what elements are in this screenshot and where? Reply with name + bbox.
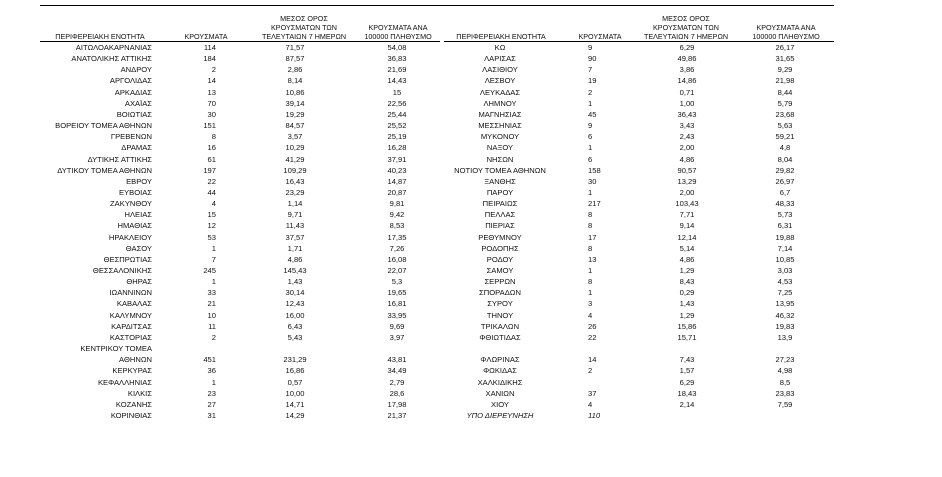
right-row-region: ΣΥΡΟΥ	[487, 299, 513, 309]
right-row-avg7: 2,00	[679, 143, 695, 153]
left-row-cases: 451	[203, 355, 216, 365]
left-row-cases	[180, 344, 216, 353]
left-row-avg7	[270, 344, 320, 353]
right-row-region: ΡΟΔΟΠΗΣ	[481, 243, 519, 253]
left-row-cases: 12	[207, 221, 216, 231]
right-row-per100k: 26,17	[775, 43, 795, 52]
left-row-avg7: 23,29	[285, 187, 305, 197]
left-row-region: ΑΧΑΪΑΣ	[124, 98, 152, 108]
left-row-cases: 13	[207, 87, 216, 97]
left-row-cases: 8	[211, 132, 216, 142]
left-row-per100k: 40,23	[387, 165, 407, 175]
left-row-per100k: 21,69	[387, 65, 407, 75]
left-row-cases: 7	[211, 254, 216, 264]
left-row-cases: 44	[207, 187, 216, 197]
right-row-region: ΡΕΘΥΜΝΟΥ	[478, 232, 522, 242]
right-row-per100k: 7,59	[777, 399, 793, 409]
left-row-cases: 245	[203, 266, 216, 275]
right-row-avg7: 1,43	[679, 299, 695, 309]
right-row-cases: 7	[588, 65, 593, 75]
right-row-region: ΝΗΣΩΝ	[486, 154, 514, 164]
left-row-per100k: 14,43	[387, 76, 407, 86]
left-row-avg7: 1,43	[287, 277, 303, 287]
left-row-cases: 23	[207, 388, 216, 398]
left-row-region: ΚΕΡΚΥΡΑΣ	[112, 366, 152, 376]
right-row-avg7: 3,86	[679, 65, 695, 75]
right-row-cases: 17	[588, 232, 597, 242]
right-row-cases: 158	[588, 165, 601, 175]
right-row-cases: 6	[588, 154, 593, 164]
left-row-avg7: 84,57	[285, 121, 305, 131]
right-row-per100k: 26,97	[775, 176, 795, 186]
left-row-region: ΔΥΤΙΚΗΣ ΑΤΤΙΚΗΣ	[87, 154, 152, 164]
left-row-region: ΒΟΙΩΤΙΑΣ	[116, 109, 152, 119]
right-row-avg7: 5,14	[679, 243, 695, 253]
right-row-per100k: 13,9	[777, 332, 793, 342]
left-row-cases: 30	[207, 109, 216, 119]
right-row-avg7: 1,29	[679, 310, 695, 320]
left-row-per100k: 5,3	[391, 277, 403, 287]
header-rule-right	[444, 41, 834, 42]
right-row-per100k: 13,95	[775, 299, 795, 309]
right-row-per100k: 4,98	[777, 366, 793, 376]
right-row-cases: 1	[588, 143, 593, 153]
left-row-region: ΔΥΤΙΚΟΥ ΤΟΜΕΑ ΑΘΗΝΩΝ	[57, 165, 152, 175]
left-row-cases: 151	[203, 121, 216, 131]
left-row-per100k: 7,26	[389, 243, 405, 253]
left-row-region: ΑΙΤΩΛΟΑΚΑΡΝΑΝΙΑΣ	[75, 43, 152, 52]
right-row-region: ΛΗΜΝΟΥ	[483, 98, 517, 108]
header-avg7-right: ΜΕΣΟΣ ΟΡΟΣ ΚΡΟΥΣΜΑΤΩΝ ΤΩΝ ΤΕΛΕΥΤΑΙΩΝ 7 ΗΜΕΡΩΝ	[643, 14, 729, 41]
right-row-cases: 4	[588, 310, 593, 320]
right-row-avg7: 49,86	[677, 54, 697, 64]
right-row-cases: 37	[588, 388, 597, 398]
right-row-region: ΠΑΡΟΥ	[486, 187, 514, 197]
left-row-per100k: 9,42	[389, 210, 405, 220]
right-row-avg7: 6,29	[679, 43, 695, 52]
right-row-cases: 8	[588, 210, 593, 220]
left-row-avg7: 4,86	[287, 254, 303, 264]
left-row-per100k: 34,49	[387, 366, 407, 376]
left-row-per100k: 3,97	[389, 332, 405, 342]
left-row-avg7: 11,43	[285, 221, 305, 231]
left-row-avg7: 14,29	[285, 410, 305, 420]
left-row-per100k: 25,52	[387, 121, 407, 131]
left-row-avg7: 16,86	[285, 366, 305, 376]
right-row-cases: 9	[588, 121, 593, 131]
left-row-cases: 114	[203, 43, 216, 52]
left-row-per100k: 2,79	[389, 377, 405, 387]
right-row-avg7: 0,71	[679, 87, 695, 97]
left-row-avg7: 39,14	[285, 98, 305, 108]
left-row-avg7: 1,14	[287, 199, 303, 209]
right-row-cases	[588, 344, 624, 353]
left-row-region: ΚΟΖΑΝΗΣ	[115, 399, 152, 409]
right-row-region: ΜΥΚΟΝΟΥ	[480, 132, 520, 142]
right-row-region: ΠΕΙΡΑΙΩΣ	[482, 199, 518, 209]
right-row-per100k: 19,83	[775, 321, 795, 331]
left-row-avg7: 8,14	[287, 76, 303, 86]
left-row-cases: 21	[207, 299, 216, 309]
left-row-avg7: 87,57	[285, 54, 305, 64]
right-row-per100k: 59,21	[775, 132, 795, 142]
left-row-avg7: 37,57	[285, 232, 305, 242]
right-row-per100k: 8,5	[779, 377, 791, 387]
right-row-cases: 90	[588, 54, 597, 64]
left-row-cases: 14	[207, 76, 216, 86]
right-row-avg7: 9,14	[679, 221, 695, 231]
right-row-region: ΣΕΡΡΩΝ	[484, 277, 516, 287]
right-row-region: ΞΑΝΘΗΣ	[484, 176, 516, 186]
left-row-avg7: 145,43	[283, 266, 307, 275]
right-row-avg7: 6,29	[679, 377, 695, 387]
right-row-per100k: 7,25	[777, 288, 793, 298]
left-row-region: ΘΕΣΣΑΛΟΝΙΚΗΣ	[92, 266, 152, 275]
right-row-avg7: 12,14	[677, 232, 697, 242]
left-row-avg7: 231,29	[283, 355, 307, 365]
right-row-region: ΛΕΥΚΑΔΑΣ	[479, 87, 521, 97]
left-row-per100k: 14,87	[387, 176, 407, 186]
right-row-per100k: 31,65	[775, 54, 795, 64]
left-row-per100k	[372, 344, 422, 353]
left-row-per100k: 36,83	[387, 54, 407, 64]
header-avg7-left: ΜΕΣΟΣ ΟΡΟΣ ΚΡΟΥΣΜΑΤΩΝ ΤΩΝ ΤΕΛΕΥΤΑΙΩΝ 7 ΗΜΕΡΩΝ	[261, 14, 347, 41]
left-row-region: ΚΙΛΚΙΣ	[127, 388, 152, 398]
left-row-per100k: 17,35	[387, 232, 407, 242]
left-row-region: ΖΑΚΥΝΘΟΥ	[110, 199, 152, 209]
left-row-per100k: 20,87	[387, 187, 407, 197]
left-row-region: ΚΕΝΤΡΙΚΟΥ ΤΟΜΕΑ	[80, 344, 152, 354]
right-row-cases: 8	[588, 277, 593, 287]
right-row-cases: 1	[588, 187, 593, 197]
left-row-cases: 1	[211, 243, 216, 253]
right-row-avg7: 15,71	[677, 332, 697, 342]
right-row-cases: 110	[588, 410, 601, 420]
right-row-cases	[588, 378, 624, 387]
left-row-region: ΔΡΑΜΑΣ	[121, 143, 152, 153]
right-row-per100k: 27,23	[775, 355, 795, 365]
right-row-cases: 22	[588, 332, 597, 342]
right-row-cases: 1	[588, 98, 593, 108]
right-row-avg7: 8,43	[679, 277, 695, 287]
left-row-cases: 27	[207, 399, 216, 409]
left-row-region: ΘΑΣΟΥ	[125, 243, 152, 253]
left-row-per100k: 19,65	[387, 288, 407, 298]
left-row-cases: 11	[208, 321, 216, 331]
left-row-avg7: 16,00	[285, 310, 305, 320]
left-row-region: ΓΡΕΒΕΝΩΝ	[110, 132, 152, 142]
left-row-per100k: 28,6	[389, 388, 405, 398]
right-row-cases: 45	[588, 109, 597, 119]
right-row-region: ΝΑΞΟΥ	[486, 143, 514, 153]
right-row-per100k: 9,29	[777, 65, 793, 75]
right-row-region: ΠΙΕΡΙΑΣ	[485, 221, 515, 231]
right-row-per100k: 6,7	[779, 187, 791, 197]
left-row-cases: 33	[207, 288, 216, 298]
left-row-cases: 2	[211, 332, 216, 342]
left-row-avg7: 14,71	[285, 399, 305, 409]
right-row-avg7: 1,29	[679, 266, 695, 275]
right-row-avg7: 1,57	[679, 366, 695, 376]
right-row-avg7: 7,43	[679, 355, 695, 365]
right-row-avg7: 18,43	[677, 388, 697, 398]
header-rule-left	[40, 41, 440, 42]
left-row-avg7: 6,43	[287, 321, 303, 331]
left-row-avg7: 19,29	[285, 109, 305, 119]
left-row-region: ΚΑΡΔΙΤΣΑΣ	[111, 321, 152, 331]
left-row-avg7: 16,43	[285, 176, 305, 186]
left-row-region: ΙΩΑΝΝΙΝΩΝ	[109, 288, 152, 298]
left-row-per100k: 16,08	[387, 254, 407, 264]
right-row-avg7	[662, 344, 712, 353]
left-row-avg7: 109,29	[283, 165, 307, 175]
right-row-avg7: 1,00	[679, 98, 695, 108]
right-row-cases: 3	[588, 299, 593, 309]
left-row-avg7: 10,86	[285, 87, 305, 97]
left-row-per100k: 17,98	[387, 399, 407, 409]
left-row-cases: 1	[211, 277, 216, 287]
right-row-avg7	[662, 411, 712, 420]
left-row-per100k: 8,53	[389, 221, 405, 231]
header-per100k-right: ΚΡΟΥΣΜΑΤΑ ΑΝΑ 100000 ΠΛΗΘΥΣΜΟ	[752, 23, 820, 41]
right-row-cases: 30	[588, 176, 597, 186]
left-row-cases: 10	[207, 310, 216, 320]
left-row-cases: 4	[211, 199, 216, 209]
left-row-avg7: 10,00	[285, 388, 305, 398]
left-row-region: ΘΗΡΑΣ	[126, 277, 152, 287]
left-row-cases: 184	[203, 54, 216, 64]
right-row-per100k: 5,73	[777, 210, 793, 220]
right-row-per100k: 46,32	[775, 310, 795, 320]
left-row-per100k: 21,37	[387, 410, 407, 420]
left-row-per100k: 33,95	[387, 310, 407, 320]
left-row-region: ΒΟΡΕΙΟΥ ΤΟΜΕΑ ΑΘΗΝΩΝ	[55, 121, 152, 131]
left-row-cases: 2	[211, 65, 216, 75]
right-row-cases: 26	[588, 321, 597, 331]
right-row-avg7: 13,29	[677, 176, 697, 186]
header-cases-right: ΚΡΟΥΣΜΑΤΑ	[578, 32, 622, 41]
left-row-per100k: 37,91	[387, 154, 407, 164]
right-row-avg7: 15,86	[677, 321, 697, 331]
left-row-cases: 70	[207, 98, 216, 108]
left-row-per100k: 25,44	[387, 109, 407, 119]
left-row-per100k: 43,81	[387, 355, 407, 365]
right-row-cases: 8	[588, 243, 593, 253]
left-row-avg7: 12,43	[285, 299, 305, 309]
left-row-cases: 197	[203, 165, 216, 175]
right-row-avg7: 2,43	[679, 132, 695, 142]
right-row-cases: 1	[588, 288, 593, 298]
left-row-avg7: 5,43	[287, 332, 303, 342]
left-row-cases: 36	[207, 366, 216, 376]
right-row-per100k: 29,82	[775, 165, 795, 175]
right-row-region: ΣΑΜΟΥ	[486, 266, 514, 275]
top-rule	[40, 5, 834, 6]
right-row-per100k: 4,53	[777, 277, 793, 287]
right-row-region: ΠΕΛΛΑΣ	[484, 210, 516, 220]
right-row-per100k	[760, 411, 810, 420]
left-row-region: ΑΝΔΡΟΥ	[120, 65, 152, 75]
right-row-cases: 19	[588, 76, 597, 86]
header-cases-left: ΚΡΟΥΣΜΑΤΑ	[184, 32, 228, 41]
left-row-avg7: 71,57	[285, 43, 305, 52]
left-row-region: ΗΡΑΚΛΕΙΟΥ	[108, 232, 152, 242]
left-row-avg7: 10,29	[285, 143, 305, 153]
left-row-avg7: 41,29	[285, 154, 305, 164]
right-row-per100k: 7,14	[777, 243, 793, 253]
right-row-cases: 14	[588, 355, 597, 365]
right-row-per100k: 5,63	[777, 121, 793, 131]
left-row-region: ΘΕΣΠΡΩΤΙΑΣ	[103, 254, 152, 264]
right-row-region: ΛΑΣΙΘΙΟΥ	[482, 65, 518, 75]
right-row-region: ΥΠΟ ΔΙΕΡΕΥΝΗΣΗ	[466, 410, 534, 420]
left-row-per100k: 9,81	[389, 199, 405, 209]
right-row-region: ΣΠΟΡΑΔΩΝ	[479, 288, 521, 298]
right-row-region: ΦΩΚΙΔΑΣ	[483, 366, 517, 376]
right-row-region: ΧΑΛΚΙΔΙΚΗΣ	[477, 377, 523, 387]
right-row-avg7: 2,14	[679, 399, 695, 409]
right-row-avg7: 2,00	[679, 187, 695, 197]
right-row-per100k	[760, 344, 810, 353]
right-row-avg7: 14,86	[677, 76, 697, 86]
left-row-region: ΕΒΡΟΥ	[126, 176, 152, 186]
right-row-region: ΤΗΝΟΥ	[486, 310, 514, 320]
left-row-avg7: 2,86	[287, 65, 303, 75]
right-row-per100k: 23,83	[775, 388, 795, 398]
left-row-cases: 1	[211, 377, 216, 387]
right-row-per100k: 21,98	[775, 76, 795, 86]
left-row-per100k: 15	[392, 87, 402, 97]
right-row-cases: 9	[588, 43, 593, 52]
left-row-avg7: 0,57	[287, 377, 303, 387]
right-row-region: ΦΛΩΡΙΝΑΣ	[480, 355, 520, 365]
left-row-avg7: 1,71	[287, 243, 303, 253]
right-row-cases: 217	[588, 199, 601, 209]
left-row-region: ΚΑΣΤΟΡΙΑΣ	[109, 332, 152, 342]
right-row-avg7: 36,43	[677, 109, 697, 119]
left-row-per100k: 16,81	[387, 299, 407, 309]
right-row-per100k: 8,44	[777, 87, 793, 97]
right-row-region	[441, 344, 559, 353]
right-row-per100k: 48,33	[775, 199, 795, 209]
left-row-region: ΑΘΗΝΩΝ	[119, 355, 152, 365]
right-row-region: ΜΑΓΝΗΣΙΑΣ	[478, 109, 522, 119]
right-row-cases: 1	[588, 266, 593, 275]
left-row-cases: 15	[207, 210, 216, 220]
right-row-per100k: 3,03	[777, 266, 793, 275]
right-row-region: ΛΑΡΙΣΑΣ	[484, 54, 516, 64]
right-row-region: ΛΕΣΒΟΥ	[484, 76, 516, 86]
right-row-avg7: 4,86	[679, 154, 695, 164]
right-row-avg7: 3,43	[679, 121, 695, 131]
right-row-avg7: 4,86	[679, 254, 695, 264]
left-row-region: ΕΥΒΟΙΑΣ	[119, 187, 152, 197]
header-region-left: ΠΕΡΙΦΕΡΕΙΑΚΗ ΕΝΟΤΗΤΑ	[55, 32, 145, 41]
right-row-cases: 8	[588, 221, 593, 231]
left-row-per100k: 54,08	[387, 43, 407, 52]
left-row-cases: 31	[207, 410, 216, 420]
right-row-per100k: 10,85	[775, 254, 795, 264]
left-row-cases: 22	[207, 176, 216, 186]
right-row-region: ΦΘΙΩΤΙΔΑΣ	[479, 332, 521, 342]
right-row-region: ΤΡΙΚΑΛΩΝ	[480, 321, 520, 331]
right-row-region: ΚΩ	[494, 43, 506, 52]
right-row-cases: 2	[588, 87, 593, 97]
right-row-cases: 2	[588, 366, 593, 376]
left-row-avg7: 30,14	[285, 288, 305, 298]
right-row-region: ΧΙΟΥ	[491, 399, 509, 409]
header-region-right: ΠΕΡΙΦΕΡΕΙΑΚΗ ΕΝΟΤΗΤΑ	[456, 32, 546, 41]
right-row-per100k: 5,79	[777, 98, 793, 108]
left-row-cases: 16	[207, 143, 216, 153]
left-row-per100k: 9,69	[389, 321, 405, 331]
right-row-per100k: 6,31	[777, 221, 793, 231]
right-row-cases: 6	[588, 132, 593, 142]
left-row-per100k: 16,28	[387, 143, 407, 153]
right-row-per100k: 19,88	[775, 232, 795, 242]
right-row-region: ΡΟΔΟΥ	[486, 254, 514, 264]
right-row-cases: 13	[588, 254, 597, 264]
left-row-region: ΚΕΦΑΛΛΗΝΙΑΣ	[97, 377, 152, 387]
left-row-cases: 61	[207, 154, 216, 164]
left-row-region: ΑΝΑΤΟΛΙΚΗΣ ΑΤΤΙΚΗΣ	[71, 54, 152, 64]
right-row-per100k: 8,04	[777, 154, 793, 164]
right-row-per100k: 4,8	[779, 143, 791, 153]
right-row-per100k: 23,68	[775, 109, 795, 119]
right-row-region: ΝΟΤΙΟΥ ΤΟΜΕΑ ΑΘΗΝΩΝ	[454, 165, 546, 175]
left-row-region: ΗΛΕΙΑΣ	[124, 210, 152, 220]
header-per100k-left: ΚΡΟΥΣΜΑΤΑ ΑΝΑ 100000 ΠΛΗΘΥΣΜΟ	[364, 23, 432, 41]
right-row-region: ΧΑΝΙΩΝ	[485, 388, 515, 398]
right-row-cases: 4	[588, 399, 593, 409]
right-row-avg7: 7,71	[679, 210, 695, 220]
left-row-region: ΚΑΛΥΜΝΟΥ	[109, 310, 152, 320]
left-row-region: ΑΡΚΑΔΙΑΣ	[114, 87, 152, 97]
left-row-region: ΑΡΓΟΛΙΔΑΣ	[109, 76, 152, 86]
right-row-avg7: 0,29	[679, 288, 695, 298]
left-row-cases: 53	[207, 232, 216, 242]
left-row-region: ΗΜΑΘΙΑΣ	[117, 221, 152, 231]
left-row-avg7: 3,57	[287, 132, 303, 142]
left-row-per100k: 25,19	[387, 132, 407, 142]
left-row-region: ΚΟΡΙΝΘΙΑΣ	[110, 410, 152, 420]
left-row-avg7: 9,71	[287, 210, 303, 220]
left-row-region: ΚΑΒΑΛΑΣ	[116, 299, 152, 309]
left-row-per100k: 22,07	[387, 266, 407, 275]
right-row-region: ΜΕΣΣΗΝΙΑΣ	[478, 121, 522, 131]
right-row-avg7: 103,43	[675, 199, 699, 209]
left-row-per100k: 22,56	[387, 98, 407, 108]
right-row-avg7: 90,57	[677, 165, 697, 175]
